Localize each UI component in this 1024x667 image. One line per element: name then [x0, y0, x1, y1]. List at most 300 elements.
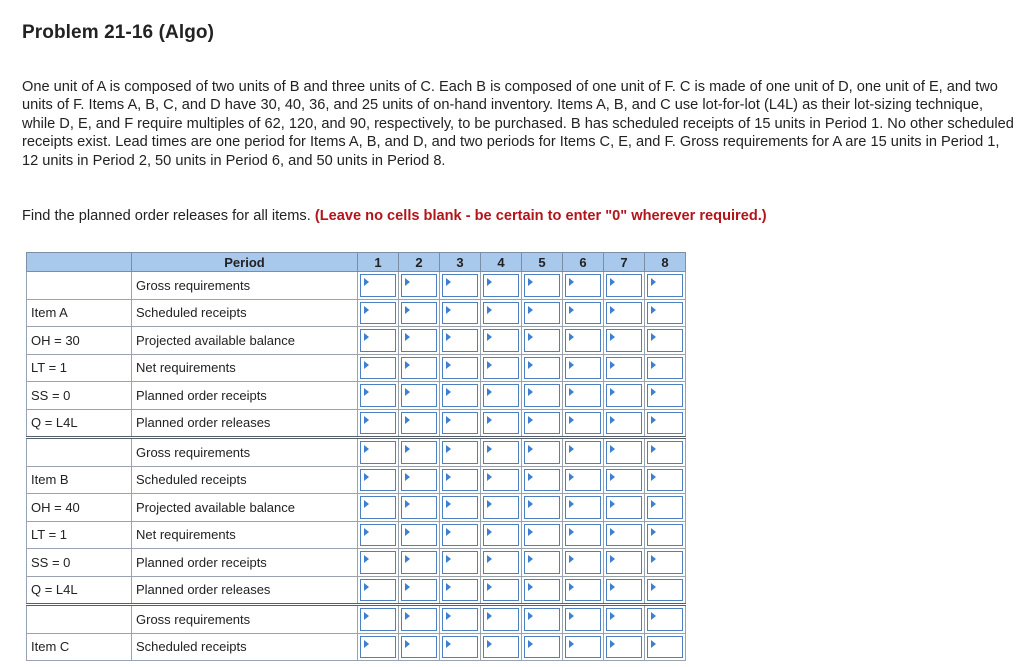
answer-input-box[interactable]: [442, 636, 478, 659]
item-a-gross-requirements-row: [27, 272, 686, 300]
item-b-projected-available-balance-period-5-input[interactable]: [522, 494, 563, 522]
item-a-planned-order-releases-period-5-input[interactable]: [522, 409, 563, 438]
input-marker-icon: [651, 500, 656, 508]
answer-input-box[interactable]: [360, 412, 396, 435]
item-a-net-requirements-period-1-input[interactable]: [358, 354, 399, 382]
answer-input-box[interactable]: [483, 608, 519, 631]
item-a-planned-order-receipts-period-5-input[interactable]: [522, 382, 563, 410]
answer-input-box[interactable]: [442, 551, 478, 574]
answer-input-box[interactable]: [360, 274, 396, 297]
answer-input-box[interactable]: [606, 551, 642, 574]
input-marker-icon: [528, 388, 533, 396]
input-marker-icon: [364, 640, 369, 648]
answer-input-box[interactable]: [360, 357, 396, 380]
input-marker-icon: [446, 388, 451, 396]
input-marker-icon: [528, 528, 533, 536]
input-marker-icon: [651, 306, 656, 314]
item-b-info-cell: OH = 40: [27, 494, 132, 522]
item-a-net-requirements-period-6-input[interactable]: [563, 354, 604, 382]
input-marker-icon: [446, 306, 451, 314]
input-marker-icon: [651, 583, 656, 591]
answer-input-box[interactable]: [401, 384, 437, 407]
item-b-planned-order-releases-period-1-input[interactable]: [358, 576, 399, 605]
answer-input-box[interactable]: [524, 302, 560, 325]
answer-input-box[interactable]: [524, 496, 560, 519]
input-marker-icon: [487, 612, 492, 620]
answer-input-box[interactable]: [565, 441, 601, 464]
answer-input-box[interactable]: [483, 329, 519, 352]
item-a-planned-order-receipts-period-8-input[interactable]: [645, 382, 686, 410]
answer-input-box[interactable]: [524, 608, 560, 631]
item-a-scheduled-receipts-period-2-input[interactable]: [399, 299, 440, 327]
answer-input-box[interactable]: [401, 579, 437, 602]
mrp-body: [27, 272, 686, 661]
input-marker-icon: [487, 640, 492, 648]
item-c-gross-requirements-period-8-input[interactable]: [645, 605, 686, 634]
item-b-scheduled-receipts-period-6-input[interactable]: [563, 466, 604, 494]
item-b-gross-requirements-period-3-input[interactable]: [440, 438, 481, 467]
item-a-scheduled-receipts-row: [27, 299, 686, 327]
answer-input-box[interactable]: [360, 441, 396, 464]
item-c-gross-requirements-period-5-input[interactable]: [522, 605, 563, 634]
item-b-projected-available-balance-period-7-input[interactable]: [604, 494, 645, 522]
answer-input-box[interactable]: [360, 329, 396, 352]
input-marker-icon: [446, 583, 451, 591]
answer-input-box[interactable]: [647, 441, 683, 464]
answer-input-box[interactable]: [360, 384, 396, 407]
answer-input-box[interactable]: [483, 469, 519, 492]
answer-input-box[interactable]: [647, 579, 683, 602]
answer-input-box[interactable]: [360, 579, 396, 602]
item-a-planned-order-receipts-period-1-input[interactable]: [358, 382, 399, 410]
input-marker-icon: [364, 528, 369, 536]
answer-input-box[interactable]: [524, 579, 560, 602]
item-c-scheduled-receipts-period-8-input[interactable]: [645, 633, 686, 661]
input-marker-icon: [487, 473, 492, 481]
answer-input-box[interactable]: [524, 357, 560, 380]
row-label-gross-requirements: Gross requirements: [132, 605, 358, 634]
item-a-net-requirements-row: [27, 354, 686, 382]
item-a-net-requirements-period-7-input[interactable]: [604, 354, 645, 382]
item-a-planned-order-receipts-period-4-input[interactable]: [481, 382, 522, 410]
answer-input-box[interactable]: [401, 441, 437, 464]
answer-input-box[interactable]: [524, 441, 560, 464]
problem-title: Problem 21-16 (Algo): [22, 22, 215, 43]
answer-input-box[interactable]: [647, 357, 683, 380]
item-b-scheduled-receipts-period-1-input[interactable]: [358, 466, 399, 494]
item-a-gross-requirements-period-8-input[interactable]: [645, 272, 686, 300]
item-a-gross-requirements-period-3-input[interactable]: [440, 272, 481, 300]
input-marker-icon: [651, 278, 656, 286]
answer-input-box[interactable]: [401, 469, 437, 492]
answer-input-box[interactable]: [442, 412, 478, 435]
row-label-projected-available-balance: Projected available balance: [132, 494, 358, 522]
item-c-gross-requirements-period-6-input[interactable]: [563, 605, 604, 634]
item-c-scheduled-receipts-period-6-input[interactable]: [563, 633, 604, 661]
input-marker-icon: [364, 500, 369, 508]
answer-input-box[interactable]: [442, 384, 478, 407]
answer-input-box[interactable]: [647, 274, 683, 297]
item-c-scheduled-receipts-period-2-input[interactable]: [399, 633, 440, 661]
answer-input-box[interactable]: [442, 329, 478, 352]
answer-input-box[interactable]: [401, 551, 437, 574]
answer-input-box[interactable]: [524, 412, 560, 435]
item-a-planned-order-releases-period-2-input[interactable]: [399, 409, 440, 438]
answer-input-box[interactable]: [401, 524, 437, 547]
item-c-gross-requirements-period-1-input[interactable]: [358, 605, 399, 634]
item-a-planned-order-receipts-period-6-input[interactable]: [563, 382, 604, 410]
instruction-line: [22, 207, 767, 225]
answer-input-box[interactable]: [360, 551, 396, 574]
input-marker-icon: [446, 333, 451, 341]
input-marker-icon: [487, 445, 492, 453]
item-b-net-requirements-period-5-input[interactable]: [522, 521, 563, 549]
item-b-gross-requirements-period-1-input[interactable]: [358, 438, 399, 467]
item-a-projected-available-balance-period-2-input[interactable]: [399, 327, 440, 355]
item-a-net-requirements-period-5-input[interactable]: [522, 354, 563, 382]
item-c-scheduled-receipts-period-7-input[interactable]: [604, 633, 645, 661]
item-b-scheduled-receipts-period-3-input[interactable]: [440, 466, 481, 494]
answer-input-box[interactable]: [483, 412, 519, 435]
item-b-planned-order-releases-period-3-input[interactable]: [440, 576, 481, 605]
item-a-projected-available-balance-period-1-input[interactable]: [358, 327, 399, 355]
input-marker-icon: [569, 500, 574, 508]
answer-input-box[interactable]: [360, 636, 396, 659]
answer-input-box[interactable]: [565, 329, 601, 352]
item-a-projected-available-balance-period-6-input[interactable]: [563, 327, 604, 355]
answer-input-box[interactable]: [401, 608, 437, 631]
input-marker-icon: [569, 333, 574, 341]
answer-input-box[interactable]: [483, 496, 519, 519]
answer-input-box[interactable]: [442, 441, 478, 464]
item-b-net-requirements-period-4-input[interactable]: [481, 521, 522, 549]
item-a-planned-order-receipts-period-3-input[interactable]: [440, 382, 481, 410]
item-a-planned-order-releases-row: [27, 409, 686, 438]
answer-input-box[interactable]: [647, 608, 683, 631]
row-label-planned-order-releases: Planned order releases: [132, 576, 358, 605]
answer-input-box[interactable]: [565, 636, 601, 659]
item-a-planned-order-receipts-period-7-input[interactable]: [604, 382, 645, 410]
answer-input-box[interactable]: [606, 608, 642, 631]
item-b-planned-order-receipts-period-1-input[interactable]: [358, 549, 399, 577]
item-b-planned-order-receipts-period-3-input[interactable]: [440, 549, 481, 577]
item-b-planned-order-releases-period-5-input[interactable]: [522, 576, 563, 605]
item-c-gross-requirements-period-7-input[interactable]: [604, 605, 645, 634]
input-marker-icon: [405, 583, 410, 591]
input-marker-icon: [610, 583, 615, 591]
item-a-info-cell: LT = 1: [27, 354, 132, 382]
problem-statement: One unit of A is composed of two units of B and three units of C. Each B is composed of one unit of F. C is made of one unit of D, one unit of E, and two units of F. Items A, B, C, and D have 30, 40, 36, and 25 units of on-hand inventory. Items A, B, and C use lot-for-lot (L4L) as their lot-sizing technique, while D, E, and F require multiples of 62, 120, and 90, respectively, to be purchased. B has scheduled receipts of 15 units in Period 1. No other scheduled receipts exist. Lead times are one period for Items A, B, and D, and two periods for Items C, E, and F. Gross requirements for A are 15 units in Period 1, 12 units in Period 2, 50 units in Period 6, and 50 units in Period 8.: [22, 79, 1014, 169]
answer-input-box[interactable]: [524, 551, 560, 574]
item-b-planned-order-receipts-period-8-input[interactable]: [645, 549, 686, 577]
item-a-projected-available-balance-period-4-input[interactable]: [481, 327, 522, 355]
row-label-planned-order-receipts: Planned order receipts: [132, 382, 358, 410]
item-c-scheduled-receipts-period-4-input[interactable]: [481, 633, 522, 661]
item-b-info-cell: SS = 0: [27, 549, 132, 577]
item-b-projected-available-balance-period-2-input[interactable]: [399, 494, 440, 522]
item-b-info-cell: [27, 438, 132, 467]
item-a-planned-order-releases-period-4-input[interactable]: [481, 409, 522, 438]
item-a-projected-available-balance-period-5-input[interactable]: [522, 327, 563, 355]
item-a-scheduled-receipts-period-5-input[interactable]: [522, 299, 563, 327]
input-marker-icon: [364, 416, 369, 424]
answer-input-box[interactable]: [360, 608, 396, 631]
item-b-scheduled-receipts-period-5-input[interactable]: [522, 466, 563, 494]
item-a-planned-order-receipts-row: [27, 382, 686, 410]
item-a-scheduled-receipts-period-7-input[interactable]: [604, 299, 645, 327]
answer-input-box[interactable]: [442, 579, 478, 602]
answer-input-box[interactable]: [483, 579, 519, 602]
item-a-scheduled-receipts-period-4-input[interactable]: [481, 299, 522, 327]
input-marker-icon: [610, 473, 615, 481]
answer-input-box[interactable]: [442, 496, 478, 519]
input-marker-icon: [651, 612, 656, 620]
item-a-gross-requirements-period-1-input[interactable]: [358, 272, 399, 300]
input-marker-icon: [569, 583, 574, 591]
item-a-planned-order-releases-period-8-input[interactable]: [645, 409, 686, 438]
item-b-planned-order-releases-period-4-input[interactable]: [481, 576, 522, 605]
input-marker-icon: [610, 528, 615, 536]
answer-input-box[interactable]: [565, 384, 601, 407]
input-marker-icon: [446, 500, 451, 508]
answer-input-box[interactable]: [442, 302, 478, 325]
item-a-planned-order-releases-period-6-input[interactable]: [563, 409, 604, 438]
answer-input-box[interactable]: [483, 274, 519, 297]
item-b-scheduled-receipts-period-7-input[interactable]: [604, 466, 645, 494]
item-a-gross-requirements-period-7-input[interactable]: [604, 272, 645, 300]
item-a-planned-order-releases-period-7-input[interactable]: [604, 409, 645, 438]
item-b-net-requirements-period-1-input[interactable]: [358, 521, 399, 549]
answer-input-box[interactable]: [483, 384, 519, 407]
answer-input-box[interactable]: [401, 357, 437, 380]
item-a-scheduled-receipts-period-3-input[interactable]: [440, 299, 481, 327]
input-marker-icon: [405, 640, 410, 648]
item-a-net-requirements-period-3-input[interactable]: [440, 354, 481, 382]
answer-input-box[interactable]: [606, 412, 642, 435]
answer-input-box[interactable]: [565, 274, 601, 297]
answer-input-box[interactable]: [606, 274, 642, 297]
item-b-projected-available-balance-period-3-input[interactable]: [440, 494, 481, 522]
item-b-planned-order-receipts-period-2-input[interactable]: [399, 549, 440, 577]
item-b-scheduled-receipts-period-8-input[interactable]: [645, 466, 686, 494]
item-b-gross-requirements-period-6-input[interactable]: [563, 438, 604, 467]
answer-input-box[interactable]: [524, 384, 560, 407]
answer-input-box[interactable]: [401, 302, 437, 325]
input-marker-icon: [651, 416, 656, 424]
answer-input-box[interactable]: [524, 636, 560, 659]
input-marker-icon: [528, 361, 533, 369]
input-marker-icon: [610, 612, 615, 620]
answer-input-box[interactable]: [524, 469, 560, 492]
input-marker-icon: [528, 333, 533, 341]
answer-input-box[interactable]: [565, 608, 601, 631]
answer-input-box[interactable]: [606, 441, 642, 464]
item-b-planned-order-receipts-period-7-input[interactable]: [604, 549, 645, 577]
item-c-gross-requirements-period-3-input[interactable]: [440, 605, 481, 634]
answer-input-box[interactable]: [483, 302, 519, 325]
input-marker-icon: [405, 528, 410, 536]
input-marker-icon: [487, 583, 492, 591]
instruction-text: Find the planned order releases for all items.: [22, 208, 311, 224]
item-a-planned-order-releases-period-3-input[interactable]: [440, 409, 481, 438]
answer-input-box[interactable]: [606, 496, 642, 519]
answer-input-box[interactable]: [401, 274, 437, 297]
answer-input-box[interactable]: [606, 384, 642, 407]
item-b-projected-available-balance-period-6-input[interactable]: [563, 494, 604, 522]
answer-input-box[interactable]: [606, 357, 642, 380]
answer-input-box[interactable]: [647, 524, 683, 547]
answer-input-box[interactable]: [360, 524, 396, 547]
item-c-scheduled-receipts-period-1-input[interactable]: [358, 633, 399, 661]
answer-input-box[interactable]: [442, 608, 478, 631]
item-b-planned-order-receipts-period-4-input[interactable]: [481, 549, 522, 577]
answer-input-box[interactable]: [442, 357, 478, 380]
input-marker-icon: [446, 416, 451, 424]
answer-input-box[interactable]: [401, 329, 437, 352]
input-marker-icon: [446, 640, 451, 648]
item-a-net-requirements-period-2-input[interactable]: [399, 354, 440, 382]
answer-input-box[interactable]: [483, 441, 519, 464]
input-marker-icon: [405, 473, 410, 481]
input-marker-icon: [651, 555, 656, 563]
answer-input-box[interactable]: [401, 636, 437, 659]
answer-input-box[interactable]: [524, 274, 560, 297]
answer-input-box[interactable]: [606, 524, 642, 547]
item-b-net-requirements-period-2-input[interactable]: [399, 521, 440, 549]
item-b-planned-order-releases-period-7-input[interactable]: [604, 576, 645, 605]
input-marker-icon: [446, 473, 451, 481]
item-a-projected-available-balance-period-8-input[interactable]: [645, 327, 686, 355]
item-a-net-requirements-period-4-input[interactable]: [481, 354, 522, 382]
answer-input-box[interactable]: [360, 496, 396, 519]
answer-input-box[interactable]: [401, 412, 437, 435]
answer-input-box[interactable]: [647, 412, 683, 435]
answer-input-box[interactable]: [442, 469, 478, 492]
answer-input-box[interactable]: [483, 551, 519, 574]
item-b-gross-requirements-period-7-input[interactable]: [604, 438, 645, 467]
answer-input-box[interactable]: [442, 524, 478, 547]
item-a-net-requirements-period-8-input[interactable]: [645, 354, 686, 382]
item-b-net-requirements-period-8-input[interactable]: [645, 521, 686, 549]
item-b-net-requirements-period-3-input[interactable]: [440, 521, 481, 549]
period-1-header: 1: [358, 253, 399, 272]
answer-input-box[interactable]: [606, 579, 642, 602]
item-b-gross-requirements-period-4-input[interactable]: [481, 438, 522, 467]
item-a-scheduled-receipts-period-6-input[interactable]: [563, 299, 604, 327]
item-b-net-requirements-period-7-input[interactable]: [604, 521, 645, 549]
answer-input-box[interactable]: [360, 302, 396, 325]
answer-input-box[interactable]: [565, 579, 601, 602]
item-c-gross-requirements-period-4-input[interactable]: [481, 605, 522, 634]
answer-input-box[interactable]: [647, 329, 683, 352]
answer-input-box[interactable]: [483, 636, 519, 659]
item-b-planned-order-releases-period-6-input[interactable]: [563, 576, 604, 605]
input-marker-icon: [528, 445, 533, 453]
answer-input-box[interactable]: [565, 412, 601, 435]
item-b-projected-available-balance-period-4-input[interactable]: [481, 494, 522, 522]
answer-input-box[interactable]: [565, 524, 601, 547]
item-b-planned-order-receipts-period-5-input[interactable]: [522, 549, 563, 577]
item-c-scheduled-receipts-period-5-input[interactable]: [522, 633, 563, 661]
item-header: [27, 253, 132, 272]
answer-input-box[interactable]: [401, 496, 437, 519]
answer-input-box[interactable]: [565, 302, 601, 325]
item-b-gross-requirements-period-8-input[interactable]: [645, 438, 686, 467]
item-b-gross-requirements-period-2-input[interactable]: [399, 438, 440, 467]
answer-input-box[interactable]: [647, 636, 683, 659]
item-a-scheduled-receipts-period-1-input[interactable]: [358, 299, 399, 327]
item-a-gross-requirements-period-4-input[interactable]: [481, 272, 522, 300]
item-b-planned-order-releases-period-8-input[interactable]: [645, 576, 686, 605]
answer-input-box[interactable]: [360, 469, 396, 492]
item-a-planned-order-receipts-period-2-input[interactable]: [399, 382, 440, 410]
period-3-header: 3: [440, 253, 481, 272]
answer-input-box[interactable]: [647, 384, 683, 407]
item-a-scheduled-receipts-period-8-input[interactable]: [645, 299, 686, 327]
answer-input-box[interactable]: [483, 524, 519, 547]
item-b-projected-available-balance-row: [27, 494, 686, 522]
answer-input-box[interactable]: [606, 469, 642, 492]
item-a-planned-order-releases-period-1-input[interactable]: [358, 409, 399, 438]
item-b-gross-requirements-period-5-input[interactable]: [522, 438, 563, 467]
input-marker-icon: [446, 555, 451, 563]
answer-input-box[interactable]: [442, 274, 478, 297]
input-marker-icon: [364, 388, 369, 396]
answer-input-box[interactable]: [524, 524, 560, 547]
answer-input-box[interactable]: [606, 636, 642, 659]
item-c-gross-requirements-row: [27, 605, 686, 634]
answer-input-box[interactable]: [647, 469, 683, 492]
item-b-planned-order-releases-period-2-input[interactable]: [399, 576, 440, 605]
item-b-projected-available-balance-period-8-input[interactable]: [645, 494, 686, 522]
answer-input-box[interactable]: [524, 329, 560, 352]
input-marker-icon: [651, 528, 656, 536]
row-label-scheduled-receipts: Scheduled receipts: [132, 299, 358, 327]
answer-input-box[interactable]: [565, 496, 601, 519]
item-b-planned-order-receipts-period-6-input[interactable]: [563, 549, 604, 577]
input-marker-icon: [487, 278, 492, 286]
answer-input-box[interactable]: [647, 302, 683, 325]
item-b-projected-available-balance-period-1-input[interactable]: [358, 494, 399, 522]
item-b-net-requirements-period-6-input[interactable]: [563, 521, 604, 549]
answer-input-box[interactable]: [647, 551, 683, 574]
item-c-scheduled-receipts-period-3-input[interactable]: [440, 633, 481, 661]
item-a-projected-available-balance-period-7-input[interactable]: [604, 327, 645, 355]
input-marker-icon: [487, 500, 492, 508]
item-a-projected-available-balance-period-3-input[interactable]: [440, 327, 481, 355]
item-b-scheduled-receipts-period-2-input[interactable]: [399, 466, 440, 494]
item-c-gross-requirements-period-2-input[interactable]: [399, 605, 440, 634]
answer-input-box[interactable]: [647, 496, 683, 519]
item-a-gross-requirements-period-5-input[interactable]: [522, 272, 563, 300]
row-label-projected-available-balance: Projected available balance: [132, 327, 358, 355]
item-a-gross-requirements-period-6-input[interactable]: [563, 272, 604, 300]
input-marker-icon: [569, 640, 574, 648]
input-marker-icon: [405, 388, 410, 396]
answer-input-box[interactable]: [565, 551, 601, 574]
answer-input-box[interactable]: [565, 469, 601, 492]
input-marker-icon: [405, 416, 410, 424]
answer-input-box[interactable]: [565, 357, 601, 380]
input-marker-icon: [364, 445, 369, 453]
item-a-gross-requirements-period-2-input[interactable]: [399, 272, 440, 300]
input-marker-icon: [487, 528, 492, 536]
answer-input-box[interactable]: [483, 357, 519, 380]
input-marker-icon: [528, 640, 533, 648]
answer-input-box[interactable]: [606, 329, 642, 352]
answer-input-box[interactable]: [606, 302, 642, 325]
item-b-scheduled-receipts-period-4-input[interactable]: [481, 466, 522, 494]
